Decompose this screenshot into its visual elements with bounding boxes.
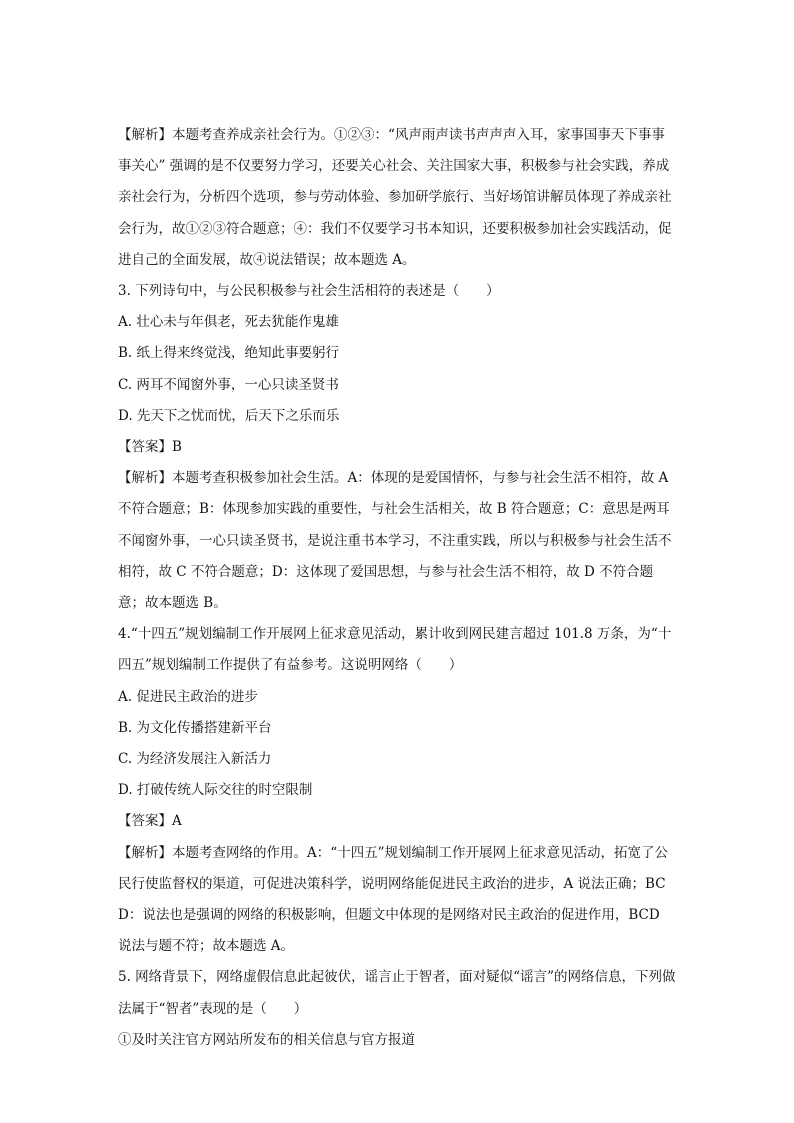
question-3: 3. 下列诗句中，与公民积极参与社会生活相符的表述是（ ） xyxy=(118,283,500,300)
explanation-text: 本题考查积极参加社会生活。A：体现的是爱国情怀，与参与社会生活不相符，故 A 不符合题意；B：体现参加实践的重要性，与社会生活相关，故 B 符合题意；C：意思是两耳不闻窗外事，一心只读圣贤书，是说注重书本学习，不注重实践，所以与积极参与社会生活不相符，故 C 不符合题意；D：这体现了爱国思想，与参与社会生活不相符，故 D 不符合题意；故本题选 B。 xyxy=(118,470,672,612)
question-3-option-d: D. 先天下之忧而忧，后天下之乐而乐 xyxy=(118,407,340,424)
answer-tag: 【答案】 xyxy=(118,813,172,830)
question-4-option-a: A. 促进民主政治的进步 xyxy=(118,688,258,705)
explanation-paragraph-1 xyxy=(118,120,676,276)
answer-tag: 【答案】 xyxy=(118,439,172,456)
question-3-option-c: C. 两耳不闻窗外事，一心只读圣贤书 xyxy=(118,376,339,393)
question-3-option-b: B. 纸上得来终觉浅，绝知此事要躬行 xyxy=(118,345,340,362)
answer-4 xyxy=(118,806,676,837)
explanation-text: 本题考查养成亲社会行为。①②③：“风声雨声读书声声声入耳，家事国事天下事事事关心” 强调的是不仅要努力学习，还要关心社会、关注国家大事，积极参与社会实践，养成亲社会行为，分析四个选项，参与劳动体验、参加研学旅行、当好场馆讲解员体现了养成亲社会行为，故①②③符合题意；④：我们不仅要学习书本知识，还要积极参加社会实践活动，促进自己的全面发展，故④说法错误；故本题选 A。 xyxy=(118,127,672,268)
question-4: 4.“十四五”规划编制工作开展网上征求意见活动，累计收到网民建言超过 101.8 万条，为“十四五”规划编制工作提供了有益参考。这说明网络（ ） xyxy=(118,626,672,674)
question-3-option-a: A. 壮心未与年俱老，死去犹能作鬼雄 xyxy=(118,314,339,331)
explanation-text: 本题考查网络的作用。A：“十四五”规划编制工作开展网上征求意见活动，拓宽了公民行使监督权的渠道，可促进决策科学，说明网络能促进民主政治的进步，A 说法正确；BCD：说法也是强调的网络的积极影响，但题文中体现的是网络对民主政治的促进作用，BCD 说法与题不符；故本题选 A。 xyxy=(118,844,669,955)
explanation-paragraph-4 xyxy=(118,838,676,963)
question-5-option-1: ①及时关注官方网站所发布的相关信息与官方报道 xyxy=(118,1031,415,1048)
question-5: 5. 网络背景下，网络虚假信息此起彼伏，谣言止于智者，面对疑似“谣言”的网络信息，下列做法属于“智者”表现的是（ ） xyxy=(118,969,676,1017)
explanation-tag: 【解析】 xyxy=(118,844,172,861)
question-4-option-d: D. 打破传统人际交往的时空限制 xyxy=(118,782,313,799)
question-4-option-b: B. 为文化传播搭建新平台 xyxy=(118,719,272,736)
answer-value: A xyxy=(172,813,182,830)
explanation-paragraph-3 xyxy=(118,463,676,619)
answer-value: B xyxy=(172,439,182,456)
explanation-tag: 【解析】 xyxy=(118,127,172,143)
explanation-tag: 【解析】 xyxy=(118,470,172,487)
question-4-option-c: C. 为经济发展注入新活力 xyxy=(118,751,272,768)
answer-3 xyxy=(118,432,676,463)
